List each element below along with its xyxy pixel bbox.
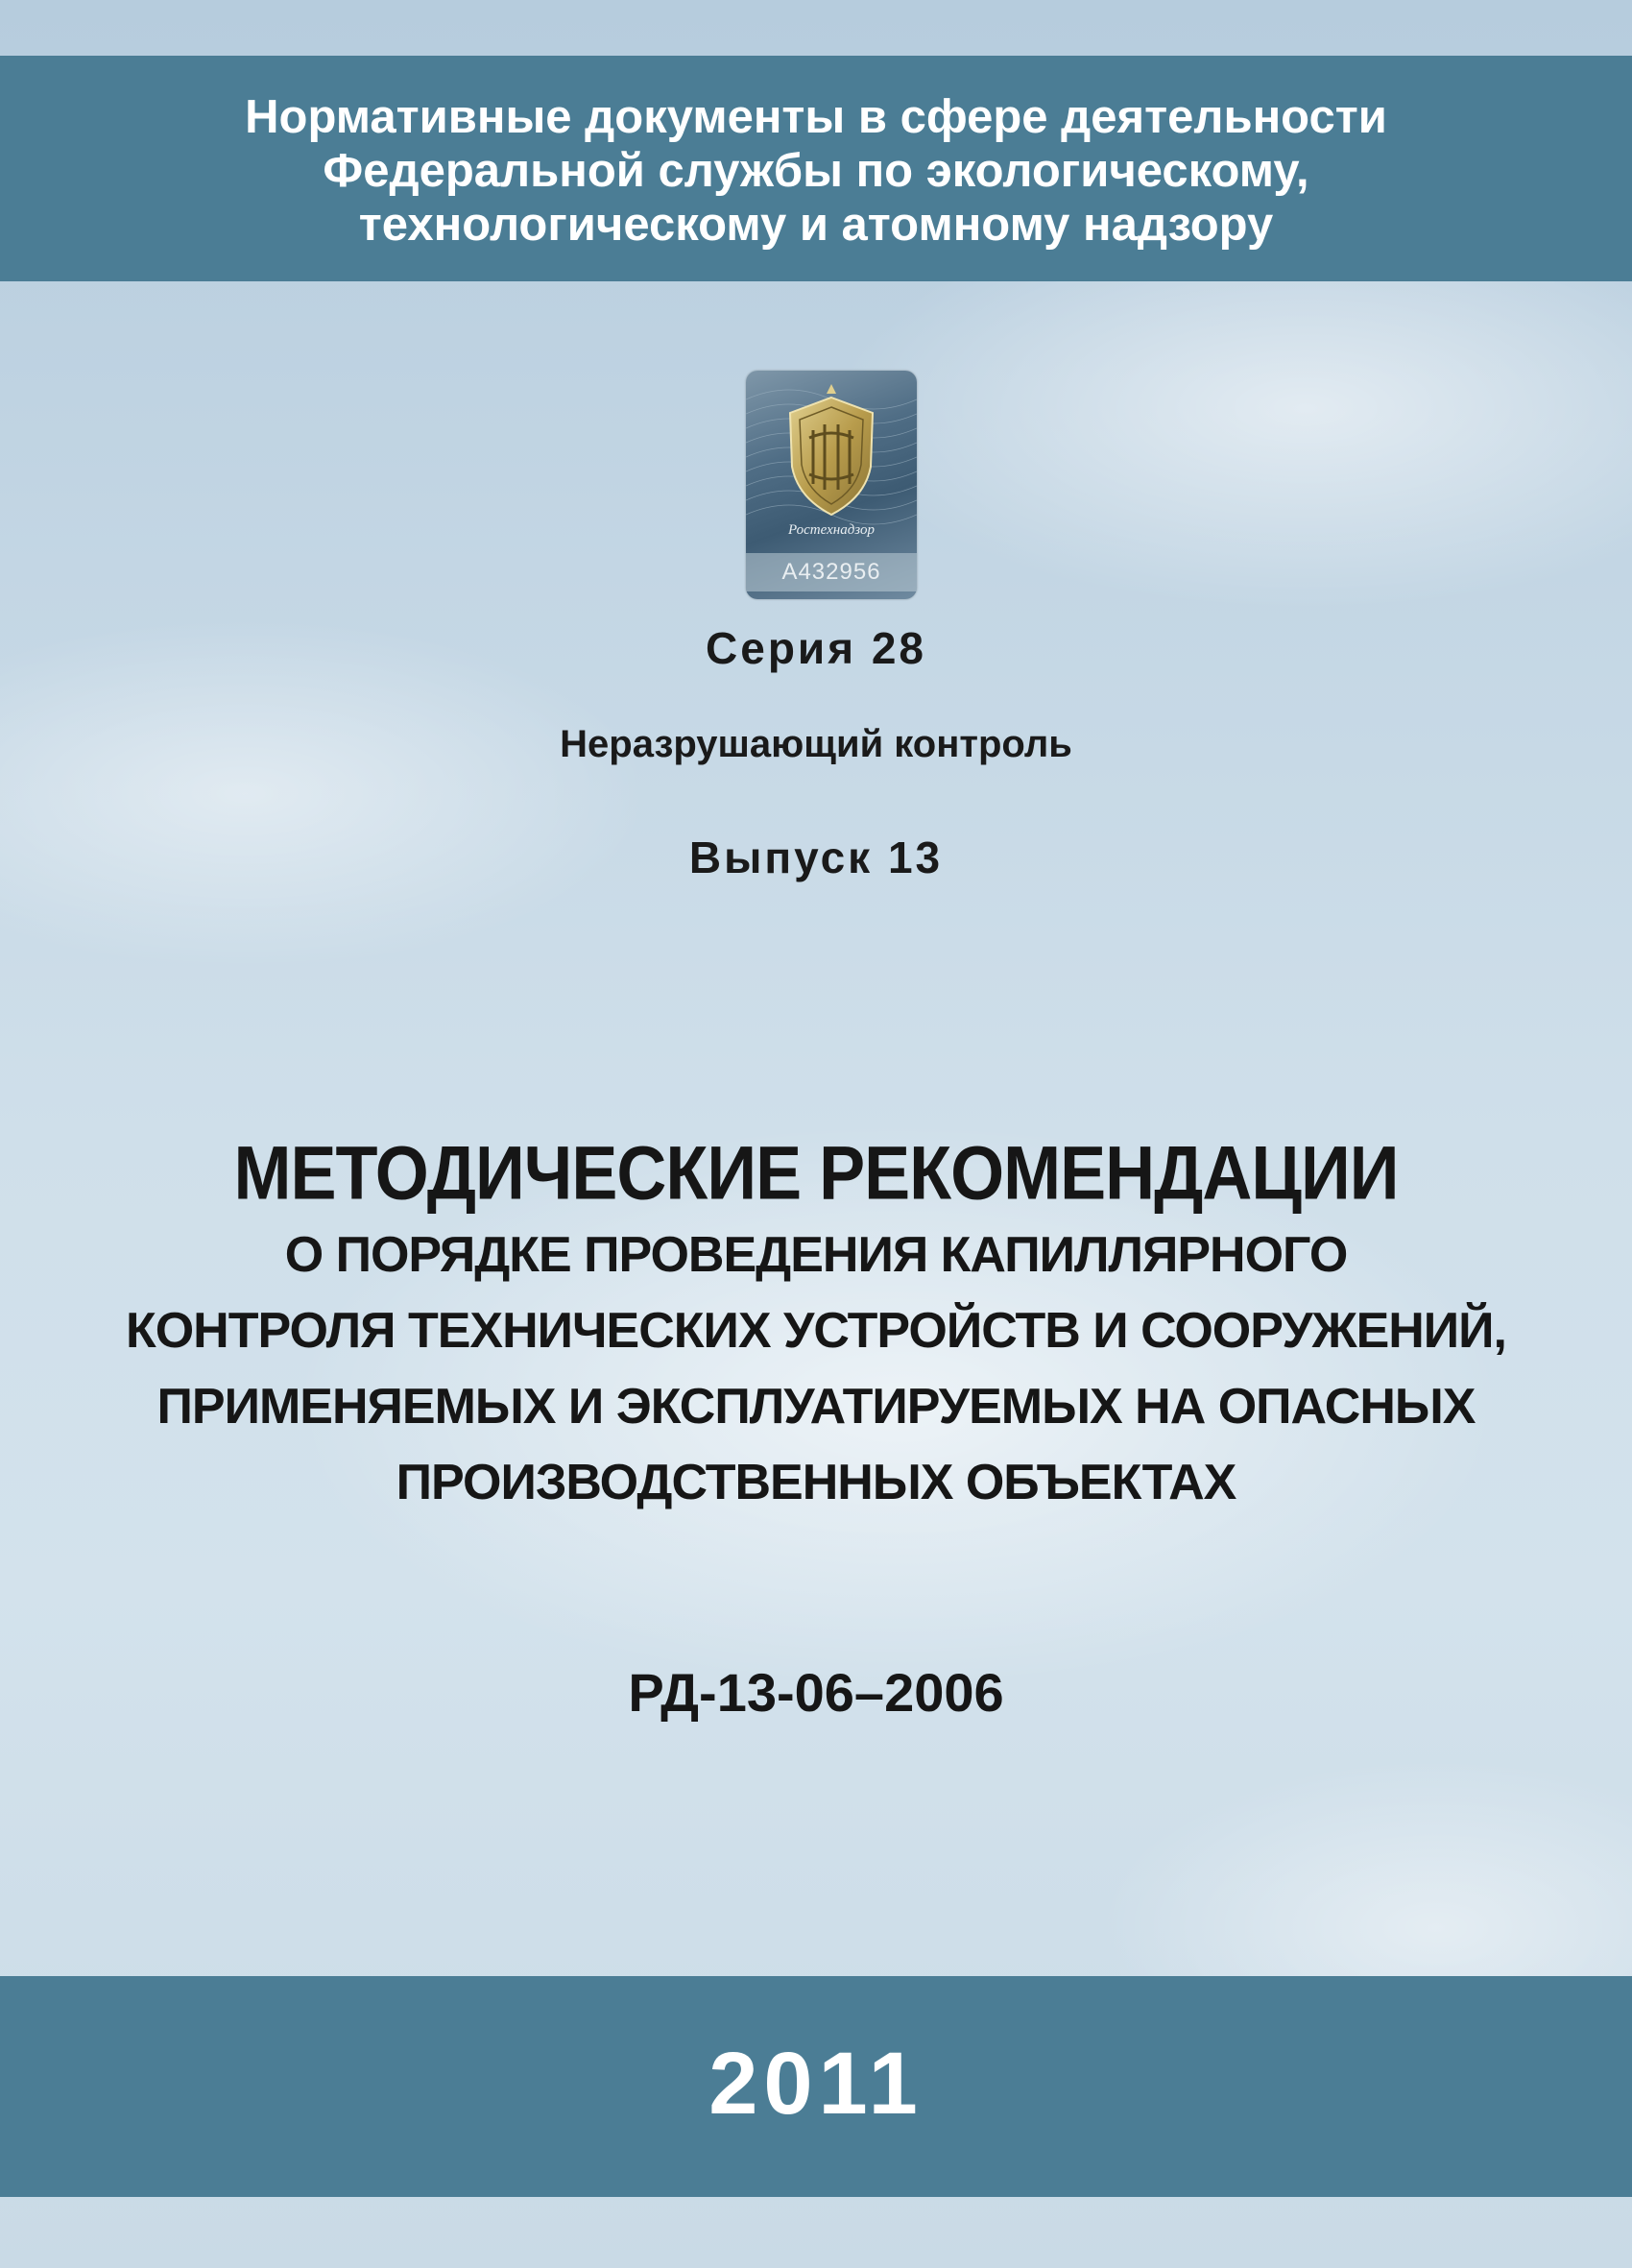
hologram-sticker bbox=[746, 371, 917, 599]
subtitle-line-3: ПРИМЕНЯЕМЫХ И ЭКСПЛУАТИРУЕМЫХ НА ОПАСНЫХ bbox=[156, 1379, 1476, 1435]
subtitle-line-2: КОНТРОЛЯ ТЕХНИЧЕСКИХ УСТРОЙСТВ И СООРУЖЕНИЙ, bbox=[126, 1303, 1506, 1359]
header-line-2: Федеральной службы по экологическому, bbox=[323, 145, 1309, 197]
subject-label: Неразрушающий контроль bbox=[560, 723, 1072, 765]
hologram-label: Ростехнадзор bbox=[788, 522, 875, 538]
header-line-3: технологическому и атомному надзору bbox=[358, 199, 1274, 251]
publication-year: 2011 bbox=[708, 2035, 924, 2133]
document-code: РД-13-06–2006 bbox=[628, 1662, 1004, 1723]
publisher-series-header bbox=[0, 90, 1632, 252]
issue-label: Выпуск 13 bbox=[688, 832, 944, 882]
hologram-serial-number: А432956 bbox=[746, 553, 917, 591]
subtitle-line-1: О ПОРЯДКЕ ПРОВЕДЕНИЯ КАПИЛЛЯРНОГО bbox=[284, 1227, 1348, 1283]
subtitle-line-4: ПРОИЗВОДСТВЕННЫХ ОБЪЕКТАХ bbox=[396, 1455, 1236, 1510]
header-line-1: Нормативные документы в сфере деятельности bbox=[245, 91, 1387, 143]
document-title: МЕТОДИЧЕСКИЕ РЕКОМЕНДАЦИИ bbox=[233, 1131, 1399, 1217]
series-label: Серия 28 bbox=[706, 623, 926, 673]
document-subtitle bbox=[0, 1218, 1632, 1521]
